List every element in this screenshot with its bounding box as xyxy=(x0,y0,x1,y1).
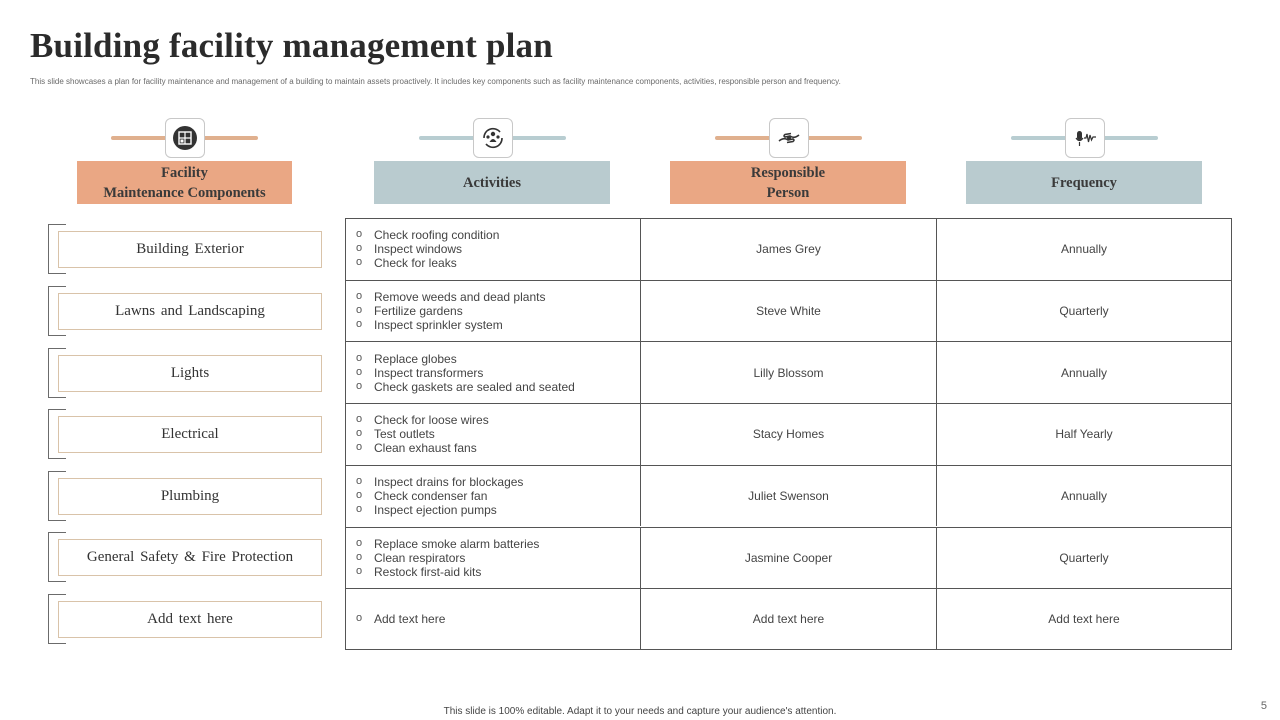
activity-item: o Check roofing condition xyxy=(356,228,499,242)
frequency-cell: Add text here xyxy=(1048,612,1120,627)
component-label: Lawns and Landscaping xyxy=(58,293,322,330)
activity-item: o Inspect windows xyxy=(356,242,499,256)
activity-item: o Replace globes xyxy=(356,352,575,366)
table-row xyxy=(346,588,1231,650)
table-row xyxy=(346,341,1231,403)
team-cycle-icon xyxy=(473,118,513,158)
activity-item: o Check for loose wires xyxy=(356,413,489,427)
building-blueprint-icon xyxy=(165,118,205,158)
component-label: Electrical xyxy=(58,416,322,453)
table-row xyxy=(346,465,1231,527)
frequency-cell: Quarterly xyxy=(1059,304,1109,319)
table-row xyxy=(346,403,1231,465)
person-cell: Lilly Blossom xyxy=(641,342,937,403)
header-label: Activities xyxy=(374,161,610,204)
component-label: Plumbing xyxy=(58,478,322,515)
person-cell: Steve White xyxy=(641,281,937,342)
activity-item: o Inspect sprinkler system xyxy=(356,318,545,332)
activity-item: o Clean exhaust fans xyxy=(356,441,489,455)
activities-cell xyxy=(346,281,641,342)
component-item xyxy=(48,224,324,274)
activity-item: o Clean respirators xyxy=(356,551,539,565)
page-title: Building facility management plan xyxy=(30,26,553,65)
activity-item: o Add text here xyxy=(356,612,445,626)
activity-item: o Check for leaks xyxy=(356,256,499,270)
activity-item: o Inspect ejection pumps xyxy=(356,503,523,517)
header-label: Facility Maintenance Components xyxy=(77,161,292,204)
activities-cell xyxy=(346,342,641,403)
activity-item: o Inspect transformers xyxy=(356,366,575,380)
activity-item: o Remove weeds and dead plants xyxy=(356,290,545,304)
activity-item: o Restock first-aid kits xyxy=(356,565,539,579)
activity-item: o Check gaskets are sealed and seated xyxy=(356,380,575,394)
header-responsible-person xyxy=(670,118,906,208)
header-facility-components xyxy=(77,118,292,208)
component-item xyxy=(48,286,324,336)
page-subtitle: This slide showcases a plan for facility maintenance and management of a building to maintain assets proactively. It includes key components such as facility maintenance components, activities, responsible person and frequency. xyxy=(30,77,841,86)
header-activities xyxy=(374,118,610,208)
frequency-cell: Annually xyxy=(1060,489,1108,504)
activities-cell xyxy=(346,589,641,649)
plan-table xyxy=(345,218,1232,650)
activity-item: o Inspect drains for blockages xyxy=(356,475,523,489)
person-cell: Juliet Swenson xyxy=(641,466,937,527)
component-label: Add text here xyxy=(58,601,322,638)
activity-item: o Replace smoke alarm batteries xyxy=(356,537,539,551)
person-cell: Stacy Homes xyxy=(641,404,937,465)
frequency-cell: Annually xyxy=(1060,242,1108,257)
component-item xyxy=(48,409,324,459)
component-item xyxy=(48,348,324,398)
activities-cell xyxy=(346,404,641,465)
microphone-wave-icon xyxy=(1065,118,1105,158)
table-row xyxy=(346,218,1231,280)
header-frequency xyxy=(966,118,1202,208)
component-item xyxy=(48,594,324,644)
activities-cell xyxy=(346,528,641,589)
activity-item: o Test outlets xyxy=(356,427,489,441)
activity-item: o Fertilize gardens xyxy=(356,304,545,318)
component-label: Lights xyxy=(58,355,322,392)
person-cell: Add text here xyxy=(641,589,937,649)
component-label: Building Exterior xyxy=(58,231,322,268)
table-row xyxy=(346,527,1231,589)
frequency-cell: Annually xyxy=(1060,365,1108,380)
table-row xyxy=(346,280,1231,342)
header-label: Frequency xyxy=(966,161,1202,204)
footer-note: This slide is 100% editable. Adapt it to your needs and capture your audience's attention. xyxy=(443,706,837,717)
component-item xyxy=(48,471,324,521)
page-number: 5 xyxy=(1260,700,1267,712)
frequency-cell: Quarterly xyxy=(1059,550,1109,565)
activities-cell xyxy=(346,466,641,527)
header-label: Responsible Person xyxy=(670,161,906,204)
person-cell: Jasmine Cooper xyxy=(641,528,937,589)
person-cell: James Grey xyxy=(641,219,937,280)
component-item xyxy=(48,532,324,582)
hand-gear-icon xyxy=(769,118,809,158)
activity-item: o Check condenser fan xyxy=(356,489,523,503)
activities-cell xyxy=(346,219,641,280)
component-label: General Safety & Fire Protection xyxy=(58,539,322,576)
frequency-cell: Half Yearly xyxy=(1055,427,1113,442)
